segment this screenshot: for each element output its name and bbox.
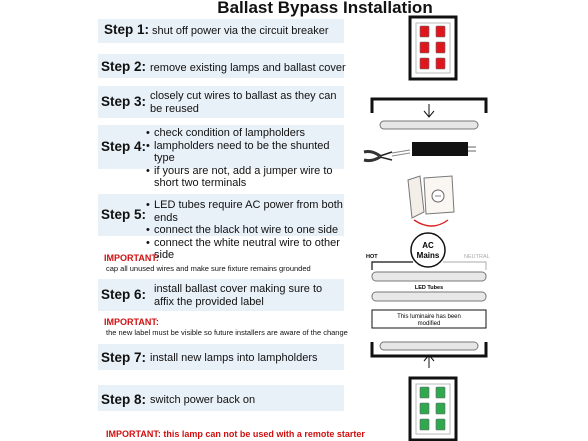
step-8-text: switch power back on — [150, 394, 256, 406]
ballast-icon — [412, 142, 476, 156]
mains-label: Mains — [416, 251, 440, 260]
breaker-switch-icon — [420, 26, 429, 37]
step-5-bullet: • LED tubes require AC power from both ends — [146, 199, 346, 224]
step-5-bullet: • connect the black hot wire to one side — [146, 224, 346, 237]
step-1-label: Step 1: — [104, 22, 150, 37]
step-5-label: Step 5: — [101, 207, 147, 222]
breaker-switch-icon — [436, 42, 445, 53]
wire-cutter-icon — [364, 150, 410, 161]
breaker-switch-icon — [420, 42, 429, 53]
step-4-label: Step 4: — [101, 139, 147, 154]
breaker-switch-icon — [420, 387, 429, 398]
step-2-text: remove existing lamps and ballast cover — [150, 62, 346, 74]
important-3-text: IMPORTANT: this lamp can not be used with a remote starter — [106, 429, 365, 439]
fixture-install-icon — [372, 342, 486, 368]
neutral-label: NEUTRAL — [464, 254, 490, 260]
breaker-switch-icon — [420, 419, 429, 430]
lampholder-jumper-icon — [408, 176, 454, 226]
step-3-label: Step 3: — [101, 94, 147, 109]
led-tubes-label: LED Tubes — [414, 285, 444, 291]
important-2-text: the new label must be visible so future installers are aware of the change — [106, 328, 348, 337]
page-title: Ballast Bypass Installation — [217, 0, 433, 17]
step-5-bullet: • connect the white neutral wire to other side — [146, 237, 346, 262]
step-4-bullet: • lampholders need to be the shunted type — [146, 140, 342, 165]
step-6-text: install ballast cover making sure to affix the provided label — [154, 283, 323, 308]
step-2-label: Step 2: — [101, 59, 147, 74]
important-2-label: IMPORTANT: — [104, 317, 159, 327]
ac-mains-diagram — [366, 233, 490, 301]
step-7-label: Step 7: — [101, 350, 147, 365]
step-7-text: install new lamps into lampholders — [150, 352, 318, 364]
breaker-switch-icon — [436, 58, 445, 69]
modified-label-line2: modified — [417, 321, 441, 327]
step-1-text: shut off power via the circuit breaker — [152, 25, 329, 37]
breaker-switch-icon — [420, 403, 429, 414]
important-1-label: IMPORTANT: — [104, 253, 159, 263]
important-1-text: cap all unused wires and make sure fixture remains grounded — [106, 264, 311, 273]
step-4-bullet: • check condition of lampholders — [146, 127, 342, 140]
breaker-panel-on — [410, 378, 456, 440]
breaker-switch-icon — [436, 387, 445, 398]
step-6-label: Step 6: — [101, 287, 147, 302]
hot-label: HOT — [366, 254, 378, 260]
modified-label-icon — [372, 310, 486, 328]
fixture-removal-icon — [372, 99, 486, 129]
step-4-bullet: • if yours are not, add a jumper wire to short two terminals — [146, 165, 342, 190]
breaker-panel-off — [410, 17, 456, 79]
step-3-text: closely cut wires to ballast as they can be reused — [150, 90, 337, 115]
ac-label: AC — [422, 241, 434, 250]
breaker-switch-icon — [436, 419, 445, 430]
breaker-switch-icon — [420, 58, 429, 69]
step-8-label: Step 8: — [101, 392, 147, 407]
breaker-switch-icon — [436, 26, 445, 37]
modified-label-line1: This luminaire has been — [397, 314, 461, 320]
breaker-switch-icon — [436, 403, 445, 414]
